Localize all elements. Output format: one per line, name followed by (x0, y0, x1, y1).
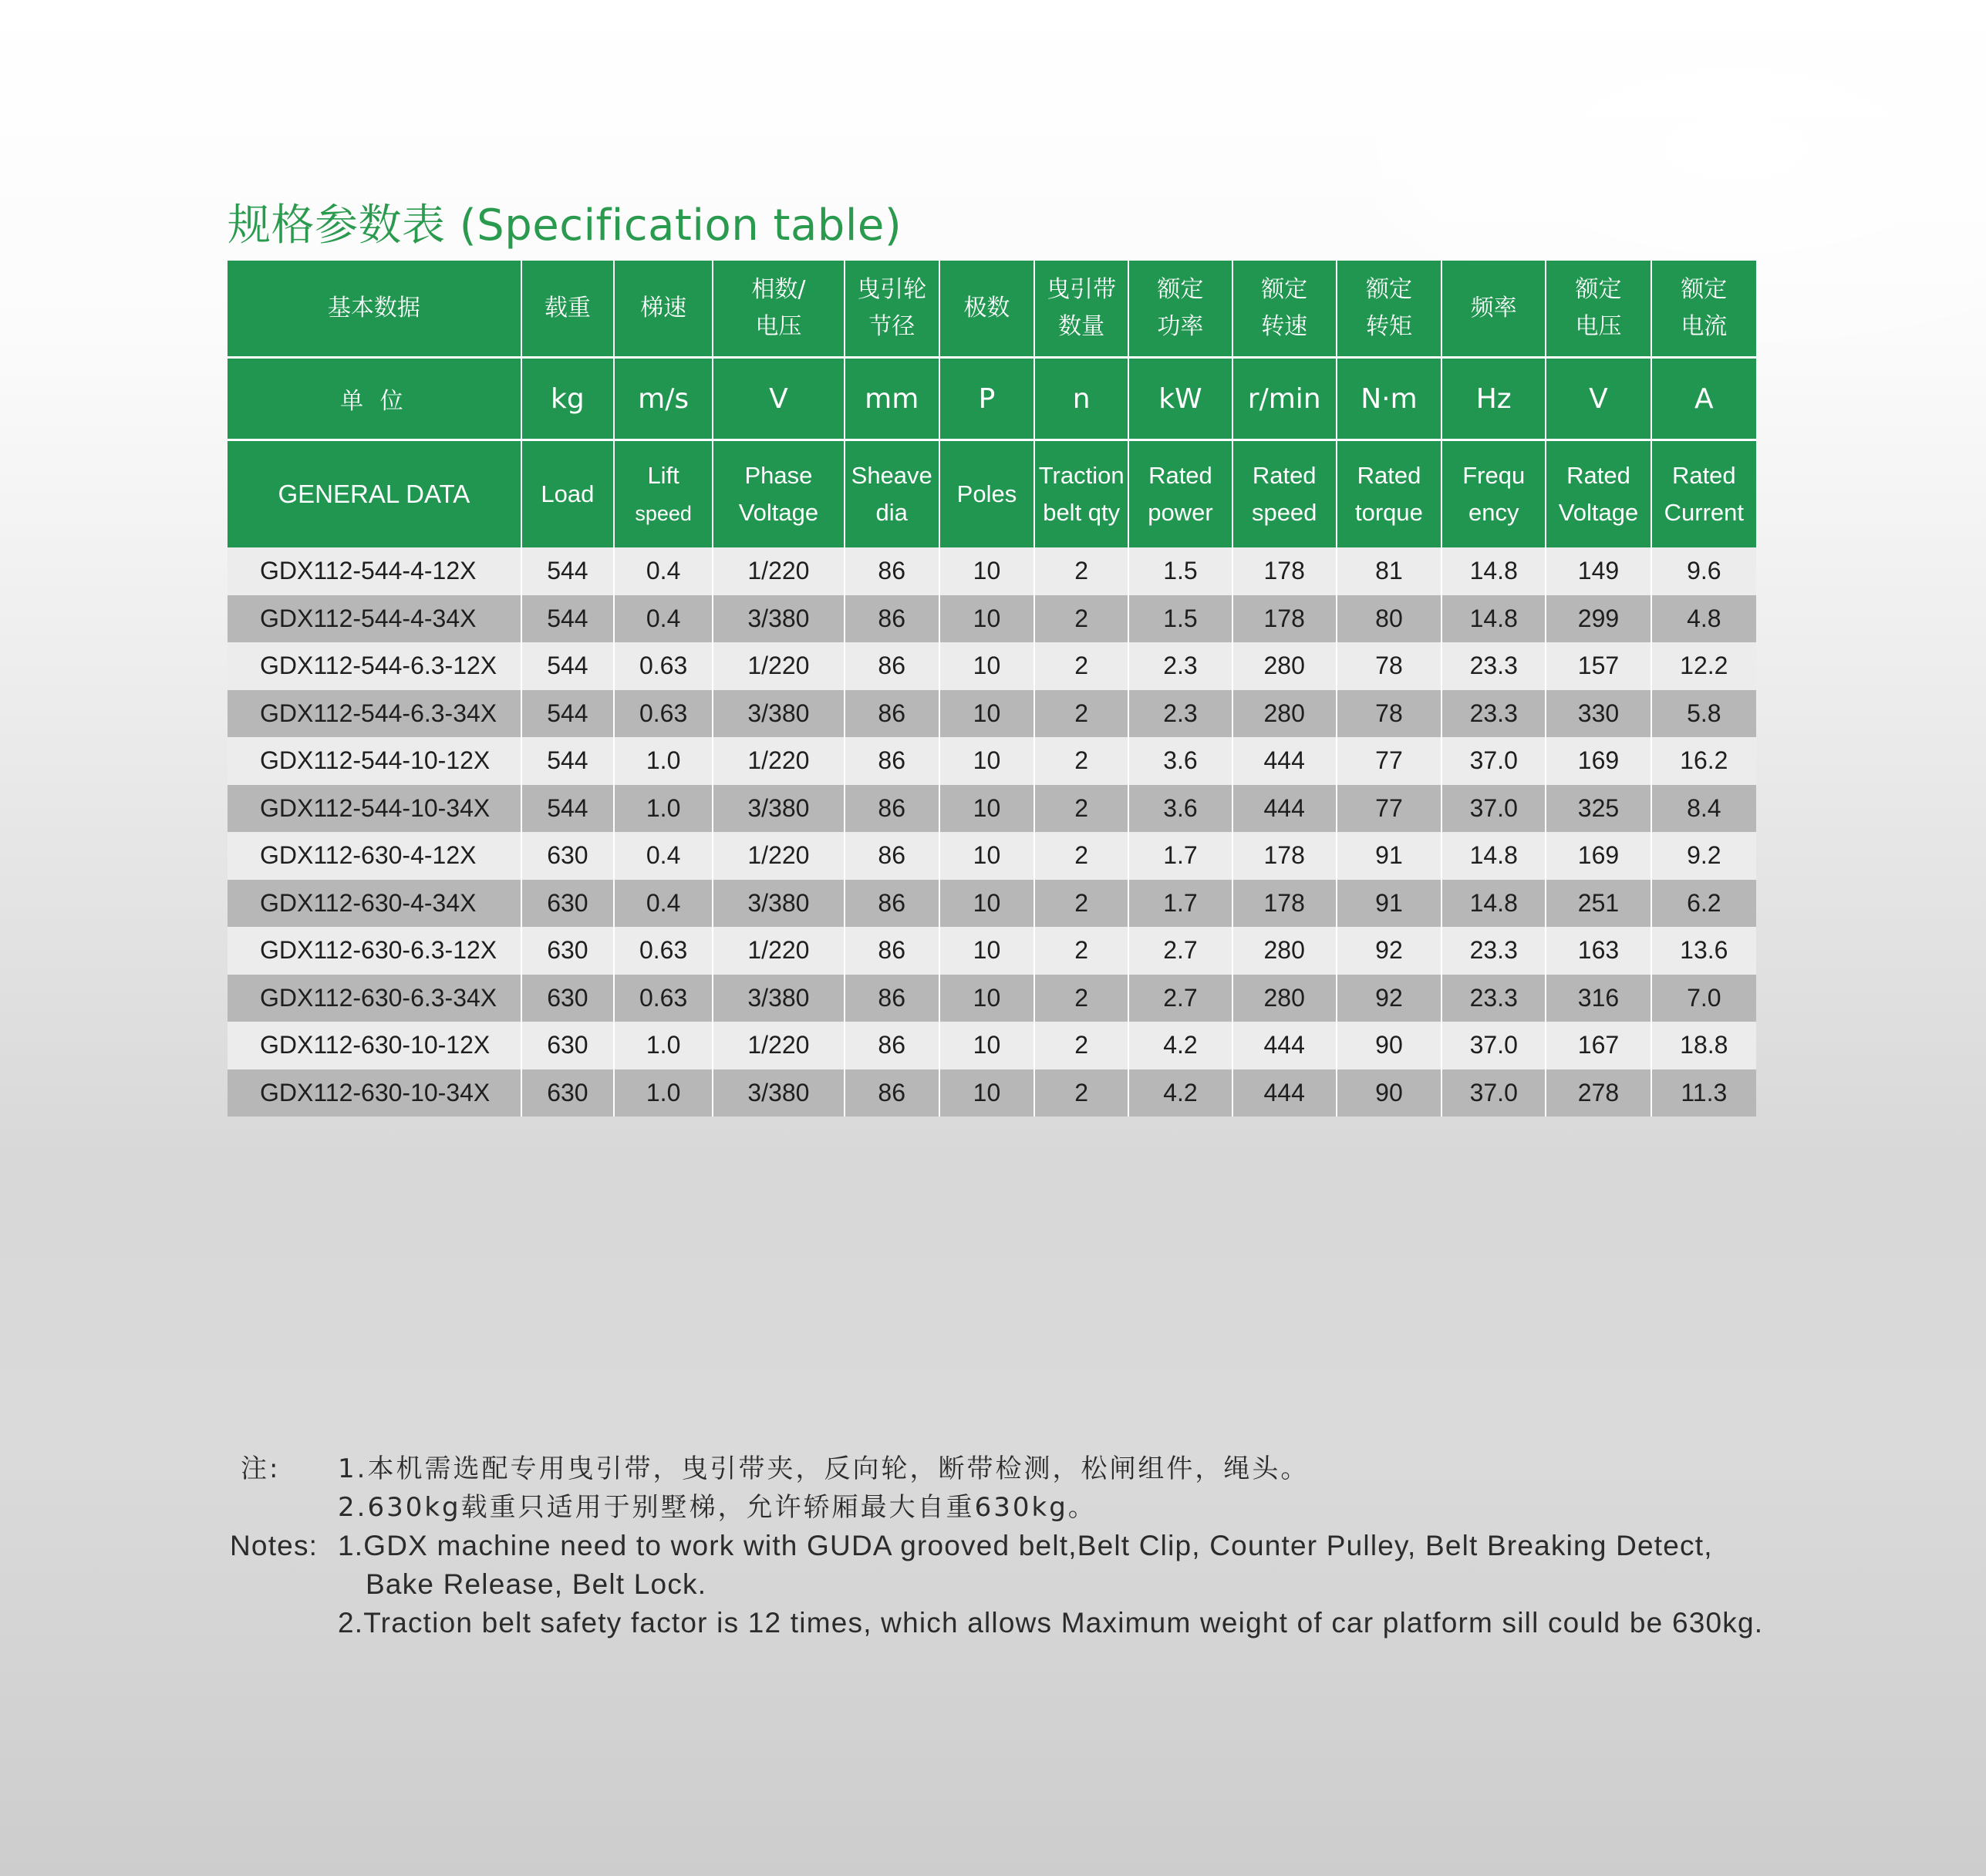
table-cell: 157 (1546, 642, 1651, 690)
table-row (228, 547, 1756, 595)
model-cell: GDX112-544-4-34X (228, 595, 521, 643)
table-cell: 444 (1232, 1069, 1337, 1117)
header-line: Load (541, 480, 595, 507)
table-cell: 1/220 (713, 547, 844, 595)
table-cell: 630 (521, 832, 614, 880)
model-cell: GDX112-630-4-12X (228, 832, 521, 880)
header-line: torque (1355, 499, 1423, 526)
table-cell: 444 (1232, 1022, 1337, 1069)
table-cell: 10 (939, 1022, 1034, 1069)
header-cell-unit: kW (1128, 358, 1232, 440)
table-cell: 86 (845, 737, 939, 785)
header-line: speed (1251, 499, 1317, 526)
table-cell: 1.0 (614, 1022, 713, 1069)
table-row (228, 785, 1756, 833)
table-cell: 92 (1337, 927, 1441, 975)
header-line: Phase (744, 462, 813, 489)
header-cell-en (1232, 440, 1337, 548)
table-cell: 86 (845, 1022, 939, 1069)
table-cell: 178 (1232, 547, 1337, 595)
table-cell: 10 (939, 642, 1034, 690)
header-cell-zh (1337, 261, 1441, 358)
table-cell: 90 (1337, 1069, 1441, 1117)
table-cell: 86 (845, 642, 939, 690)
model-cell: GDX112-544-6.3-12X (228, 642, 521, 690)
table-cell: 86 (845, 1069, 939, 1117)
table-cell: 630 (521, 880, 614, 928)
header-cell-unit: N·m (1337, 358, 1441, 440)
header-line: Current (1664, 499, 1744, 526)
table-row (228, 737, 1756, 785)
table-cell: 544 (521, 785, 614, 833)
table-cell: 13.6 (1651, 927, 1756, 975)
table-cell: 9.2 (1651, 832, 1756, 880)
header-cell-zh (1651, 261, 1756, 358)
header-cell-en (1441, 440, 1546, 548)
table-cell: 2 (1034, 880, 1128, 928)
note-en-1: 1.GDX machine need to work with GUDA grooved belt,Belt Clip, Counter Pulley, Belt Breaking Detect, (338, 1530, 1713, 1561)
header-cell-zh (939, 261, 1034, 358)
table-cell: 630 (521, 1022, 614, 1069)
table-row (228, 1069, 1756, 1117)
header-cell-zh (1441, 261, 1546, 358)
table-cell: 10 (939, 832, 1034, 880)
header-cell-zh (845, 261, 939, 358)
table-cell: 78 (1337, 690, 1441, 738)
table-cell: 2 (1034, 737, 1128, 785)
table-cell: 86 (845, 595, 939, 643)
table-cell: 2 (1034, 927, 1128, 975)
table-cell: 167 (1546, 1022, 1651, 1069)
table-row (228, 595, 1756, 643)
table-cell: 10 (939, 595, 1034, 643)
table-cell: 1.7 (1128, 880, 1232, 928)
table-cell: 1.5 (1128, 595, 1232, 643)
table-cell: 6.2 (1651, 880, 1756, 928)
table-cell: 630 (521, 927, 614, 975)
table-cell: 2.3 (1128, 642, 1232, 690)
model-cell: GDX112-630-10-34X (228, 1069, 521, 1117)
table-cell: 9.6 (1651, 547, 1756, 595)
header-line: 电压 (1575, 313, 1622, 340)
table-cell: 2 (1034, 1022, 1128, 1069)
notes-zh-label: 注: (241, 1453, 281, 1484)
header-line: ency (1468, 499, 1519, 526)
header-cell-unit: m/s (614, 358, 713, 440)
table-cell: 0.4 (614, 880, 713, 928)
header-cell-zh (521, 261, 614, 358)
table-cell: 630 (521, 1069, 614, 1117)
table-cell: 8.4 (1651, 785, 1756, 833)
table-cell: 10 (939, 880, 1034, 928)
table-cell: 4.2 (1128, 1069, 1232, 1117)
table-cell: 77 (1337, 737, 1441, 785)
table-cell: 4.2 (1128, 1022, 1232, 1069)
header-line: GENERAL DATA (278, 480, 470, 508)
table-cell: 37.0 (1441, 737, 1546, 785)
table-cell: 3/380 (713, 880, 844, 928)
table-cell: 11.3 (1651, 1069, 1756, 1117)
table-cell: 0.4 (614, 547, 713, 595)
table-cell: 280 (1232, 975, 1337, 1022)
header-cell-en (845, 440, 939, 548)
header-line: 额定 (1365, 276, 1412, 303)
table-cell: 4.8 (1651, 595, 1756, 643)
table-cell: 2 (1034, 832, 1128, 880)
header-line: 极数 (963, 295, 1010, 322)
table-cell: 178 (1232, 832, 1337, 880)
table-cell: 80 (1337, 595, 1441, 643)
header-line: power (1148, 499, 1213, 526)
table-cell: 169 (1546, 737, 1651, 785)
table-cell: 0.4 (614, 595, 713, 643)
table-cell: 2.7 (1128, 975, 1232, 1022)
header-cell-en (228, 440, 521, 548)
header-line: Voltage (1558, 499, 1639, 526)
header-line: 曳引带 (1047, 276, 1117, 303)
header-line: 基本数据 (327, 295, 420, 322)
header-cell-zh (713, 261, 844, 358)
header-row-chinese (228, 261, 1756, 358)
header-line: 载重 (544, 295, 591, 322)
header-cell-unit: r/min (1232, 358, 1337, 440)
header-line: 梯速 (640, 295, 687, 322)
table-cell: 2.3 (1128, 690, 1232, 738)
spec-table (228, 261, 1756, 1117)
table-cell: 1.0 (614, 737, 713, 785)
table-cell: 90 (1337, 1022, 1441, 1069)
table-cell: 86 (845, 547, 939, 595)
model-cell: GDX112-544-10-34X (228, 785, 521, 833)
header-line: Poles (956, 480, 1017, 507)
table-cell: 3/380 (713, 1069, 844, 1117)
header-line: Rated (1148, 462, 1212, 489)
header-line: Voltage (738, 499, 819, 526)
table-cell: 1/220 (713, 642, 844, 690)
header-cell-unit: n (1034, 358, 1128, 440)
header-cell-en (1651, 440, 1756, 548)
table-cell: 37.0 (1441, 1022, 1546, 1069)
table-cell: 630 (521, 975, 614, 1022)
table-cell: 12.2 (1651, 642, 1756, 690)
header-cell-en (1337, 440, 1441, 548)
header-cell-en (713, 440, 844, 548)
table-cell: 10 (939, 547, 1034, 595)
notes-en-label: Notes: (230, 1530, 319, 1561)
table-row (228, 642, 1756, 690)
header-cell-zh (1034, 261, 1128, 358)
table-cell: 14.8 (1441, 547, 1546, 595)
model-cell: GDX112-544-4-12X (228, 547, 521, 595)
header-cell-unit: mm (845, 358, 939, 440)
header-line: Rated (1252, 462, 1317, 489)
table-cell: 23.3 (1441, 642, 1546, 690)
table-cell: 86 (845, 832, 939, 880)
table-cell: 14.8 (1441, 880, 1546, 928)
header-line: Rated (1671, 462, 1736, 489)
header-line: Frequ (1462, 462, 1526, 489)
header-cell-unit: kg (521, 358, 614, 440)
table-cell: 2 (1034, 547, 1128, 595)
header-cell-unit: 单 位 (228, 358, 521, 440)
table-cell: 1.0 (614, 785, 713, 833)
table-cell: 2 (1034, 1069, 1128, 1117)
header-cell-zh (1546, 261, 1651, 358)
header-line: Rated (1566, 462, 1630, 489)
header-cell-en (1034, 440, 1128, 548)
header-cell-en (1546, 440, 1651, 548)
header-cell-en (939, 440, 1034, 548)
table-cell: 37.0 (1441, 1069, 1546, 1117)
header-row-english (228, 440, 1756, 548)
table-cell: 1.5 (1128, 547, 1232, 595)
table-cell: 0.63 (614, 642, 713, 690)
table-cell: 278 (1546, 1069, 1651, 1117)
header-line: 频率 (1470, 295, 1517, 322)
page-title: 规格参数表 (Specification table) (228, 200, 902, 251)
header-cell-en (521, 440, 614, 548)
table-cell: 77 (1337, 785, 1441, 833)
table-cell: 178 (1232, 595, 1337, 643)
model-cell: GDX112-630-6.3-34X (228, 975, 521, 1022)
table-cell: 1/220 (713, 832, 844, 880)
table-cell: 86 (845, 975, 939, 1022)
table-cell: 14.8 (1441, 832, 1546, 880)
table-cell: 149 (1546, 547, 1651, 595)
header-cell-unit: V (713, 358, 844, 440)
table-cell: 91 (1337, 832, 1441, 880)
table-cell: 23.3 (1441, 927, 1546, 975)
model-cell: GDX112-630-10-12X (228, 1022, 521, 1069)
header-line: dia (875, 499, 908, 526)
header-line: 转矩 (1365, 313, 1412, 340)
table-cell: 544 (521, 737, 614, 785)
header-line: 功率 (1157, 313, 1204, 340)
table-cell: 2 (1034, 690, 1128, 738)
header-line: Rated (1357, 462, 1421, 489)
table-cell: 1/220 (713, 927, 844, 975)
header-line: speed (635, 501, 692, 525)
table-cell: 81 (1337, 547, 1441, 595)
header-line: 节径 (868, 313, 915, 340)
table-cell: 544 (521, 690, 614, 738)
table-cell: 169 (1546, 832, 1651, 880)
header-line: belt qty (1043, 499, 1121, 526)
table-cell: 10 (939, 975, 1034, 1022)
header-cell-unit: A (1651, 358, 1756, 440)
header-cell-unit: P (939, 358, 1034, 440)
table-cell: 86 (845, 927, 939, 975)
table-cell: 1.7 (1128, 832, 1232, 880)
table-cell: 280 (1232, 642, 1337, 690)
model-cell: GDX112-630-6.3-12X (228, 927, 521, 975)
table-cell: 1/220 (713, 737, 844, 785)
table-cell: 280 (1232, 927, 1337, 975)
table-cell: 3/380 (713, 785, 844, 833)
table-cell: 37.0 (1441, 785, 1546, 833)
header-line: Traction (1038, 462, 1125, 489)
header-line: Lift (647, 461, 679, 489)
header-line: 电流 (1681, 313, 1728, 340)
table-cell: 91 (1337, 880, 1441, 928)
table-cell: 2 (1034, 642, 1128, 690)
model-cell: GDX112-544-10-12X (228, 737, 521, 785)
table-cell: 444 (1232, 785, 1337, 833)
table-cell: 544 (521, 642, 614, 690)
table-cell: 316 (1546, 975, 1651, 1022)
header-cell-unit: V (1546, 358, 1651, 440)
header-line: 额定 (1261, 276, 1308, 303)
header-line: 数量 (1058, 313, 1105, 340)
model-cell: GDX112-630-4-34X (228, 880, 521, 928)
note-en-2: 2.Traction belt safety factor is 12 times, which allows Maximum weight of car platform sill could be 630kg. (338, 1607, 1764, 1639)
note-zh-2: 2.630kg载重只适用于别墅梯，允许轿厢最大自重630kg。 (338, 1492, 1097, 1523)
table-cell: 1/220 (713, 1022, 844, 1069)
table-cell: 444 (1232, 737, 1337, 785)
header-line: Sheave (851, 462, 932, 489)
note-zh-1: 1.本机需选配专用曳引带，曳引带夹，反向轮，断带检测，松闸组件，绳头。 (338, 1453, 1310, 1484)
table-row (228, 690, 1756, 738)
note-en-1-continued: Bake Release, Belt Lock. (366, 1568, 707, 1600)
table-cell: 330 (1546, 690, 1651, 738)
table-cell: 10 (939, 927, 1034, 975)
table-cell: 251 (1546, 880, 1651, 928)
header-cell-en (1128, 440, 1232, 548)
header-cell-en (614, 440, 713, 548)
table-cell: 92 (1337, 975, 1441, 1022)
table-cell: 163 (1546, 927, 1651, 975)
table-row (228, 832, 1756, 880)
table-cell: 10 (939, 785, 1034, 833)
table-cell: 23.3 (1441, 975, 1546, 1022)
header-line: 曳引轮 (857, 276, 927, 303)
table-cell: 0.63 (614, 690, 713, 738)
table-row (228, 1022, 1756, 1069)
table-cell: 0.4 (614, 832, 713, 880)
table-cell: 23.3 (1441, 690, 1546, 738)
header-line: 相数/ (751, 276, 806, 303)
header-line: 转速 (1261, 313, 1308, 340)
table-cell: 325 (1546, 785, 1651, 833)
header-cell-zh (614, 261, 713, 358)
header-line: 额定 (1575, 276, 1622, 303)
table-cell: 280 (1232, 690, 1337, 738)
table-cell: 16.2 (1651, 737, 1756, 785)
header-cell-zh (1128, 261, 1232, 358)
table-cell: 10 (939, 737, 1034, 785)
table-cell: 3/380 (713, 690, 844, 738)
table-cell: 178 (1232, 880, 1337, 928)
table-cell: 14.8 (1441, 595, 1546, 643)
table-cell: 544 (521, 547, 614, 595)
table-cell: 2 (1034, 785, 1128, 833)
table-cell: 0.63 (614, 927, 713, 975)
table-cell: 86 (845, 880, 939, 928)
table-cell: 10 (939, 690, 1034, 738)
table-row (228, 927, 1756, 975)
table-cell: 3.6 (1128, 785, 1232, 833)
table-cell: 86 (845, 690, 939, 738)
table-cell: 78 (1337, 642, 1441, 690)
table-cell: 3.6 (1128, 737, 1232, 785)
table-cell: 299 (1546, 595, 1651, 643)
header-cell-zh (1232, 261, 1337, 358)
header-line: 额定 (1681, 276, 1728, 303)
table-cell: 7.0 (1651, 975, 1756, 1022)
header-line: 额定 (1157, 276, 1204, 303)
table-cell: 2 (1034, 975, 1128, 1022)
model-cell: GDX112-544-6.3-34X (228, 690, 521, 738)
table-row (228, 880, 1756, 928)
header-row-unit (228, 358, 1756, 440)
table-cell: 544 (521, 595, 614, 643)
table-cell: 5.8 (1651, 690, 1756, 738)
table-cell: 0.63 (614, 975, 713, 1022)
table-cell: 2 (1034, 595, 1128, 643)
header-line: 电压 (755, 313, 802, 340)
table-cell: 10 (939, 1069, 1034, 1117)
table-cell: 3/380 (713, 595, 844, 643)
header-cell-unit: Hz (1441, 358, 1546, 440)
table-cell: 86 (845, 785, 939, 833)
table-cell: 2.7 (1128, 927, 1232, 975)
header-cell-zh (228, 261, 521, 358)
table-cell: 3/380 (713, 975, 844, 1022)
table-row (228, 975, 1756, 1022)
table-cell: 1.0 (614, 1069, 713, 1117)
table-cell: 18.8 (1651, 1022, 1756, 1069)
